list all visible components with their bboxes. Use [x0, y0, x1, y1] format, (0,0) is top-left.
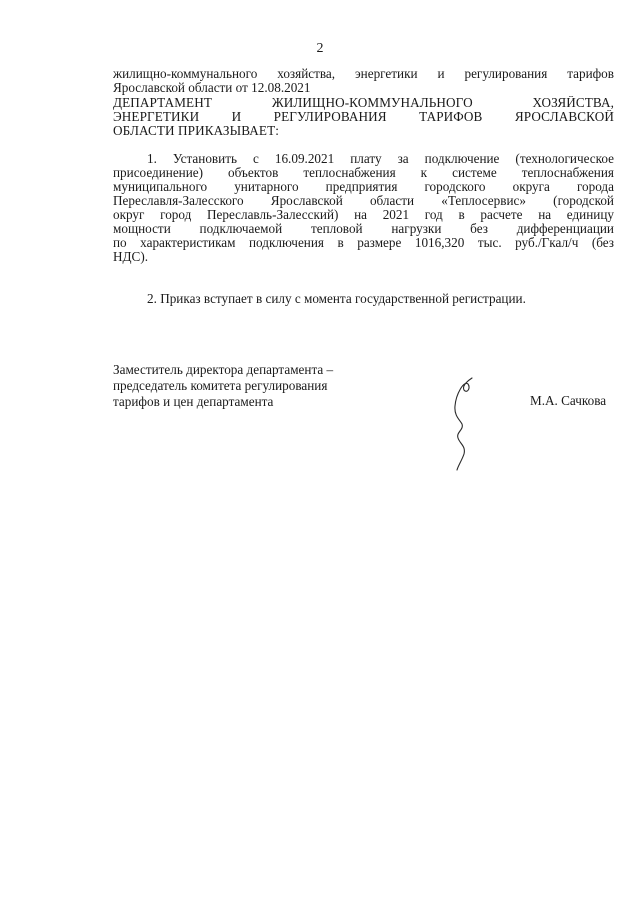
orders-heading — [113, 96, 614, 138]
order-item-line: округ город Переславль-Залесский) на 2021 год в расчете на единицу — [113, 208, 614, 222]
orders-heading-line: ЭНЕРГЕТИКИ И РЕГУЛИРОВАНИЯ ТАРИФОВ ЯРОСЛАВСКОЙ — [113, 110, 614, 124]
order-item-line: муниципального унитарного предприятия городского округа города — [113, 180, 614, 194]
signatory-title — [113, 362, 413, 410]
signatory-name: М.А. Сачкова — [530, 393, 607, 408]
order-item-line: мощности подключаемой тепловой нагрузки без дифференциации — [113, 222, 614, 236]
orders-heading-line: ОБЛАСТИ ПРИКАЗЫВАЕТ: — [113, 124, 279, 138]
preamble-line: Ярославской области от 12.08.2021 — [113, 81, 311, 95]
order-item-1 — [113, 152, 614, 264]
signatory-title-line: председатель комитета регулирования — [113, 378, 328, 393]
preamble-line: жилищно-коммунального хозяйства, энергетики и регулирования тарифов — [113, 67, 614, 81]
order-item-2 — [113, 292, 614, 306]
order-item-line: по характеристикам подключения в размере 1016,320 тыс. руб./Гкал/ч (без — [113, 236, 614, 250]
order-item-line: НДС). — [113, 250, 149, 264]
signatory-title-line: Заместитель директора департамента – — [113, 362, 334, 377]
signatory-title-line: тарифов и цен департамента — [113, 394, 274, 409]
page-number: 2 — [316, 41, 324, 56]
order-item-line: присоединение) объектов теплоснабжения к системе теплоснабжения — [113, 166, 614, 180]
preamble — [113, 67, 614, 95]
order-item-line: 2. Приказ вступает в силу с момента государственной регистрации. — [147, 292, 526, 306]
order-item-line: 1. Установить с 16.09.2021 плату за подключение (технологическое — [147, 152, 614, 166]
orders-heading-line: ДЕПАРТАМЕНТ ЖИЛИЩНО-КОММУНАЛЬНОГО ХОЗЯЙСТВА, — [113, 96, 614, 110]
handwritten-signature — [446, 372, 486, 472]
order-item-line: Переславля-Залесского Ярославской области «Теплосервис» (городской — [113, 194, 614, 208]
